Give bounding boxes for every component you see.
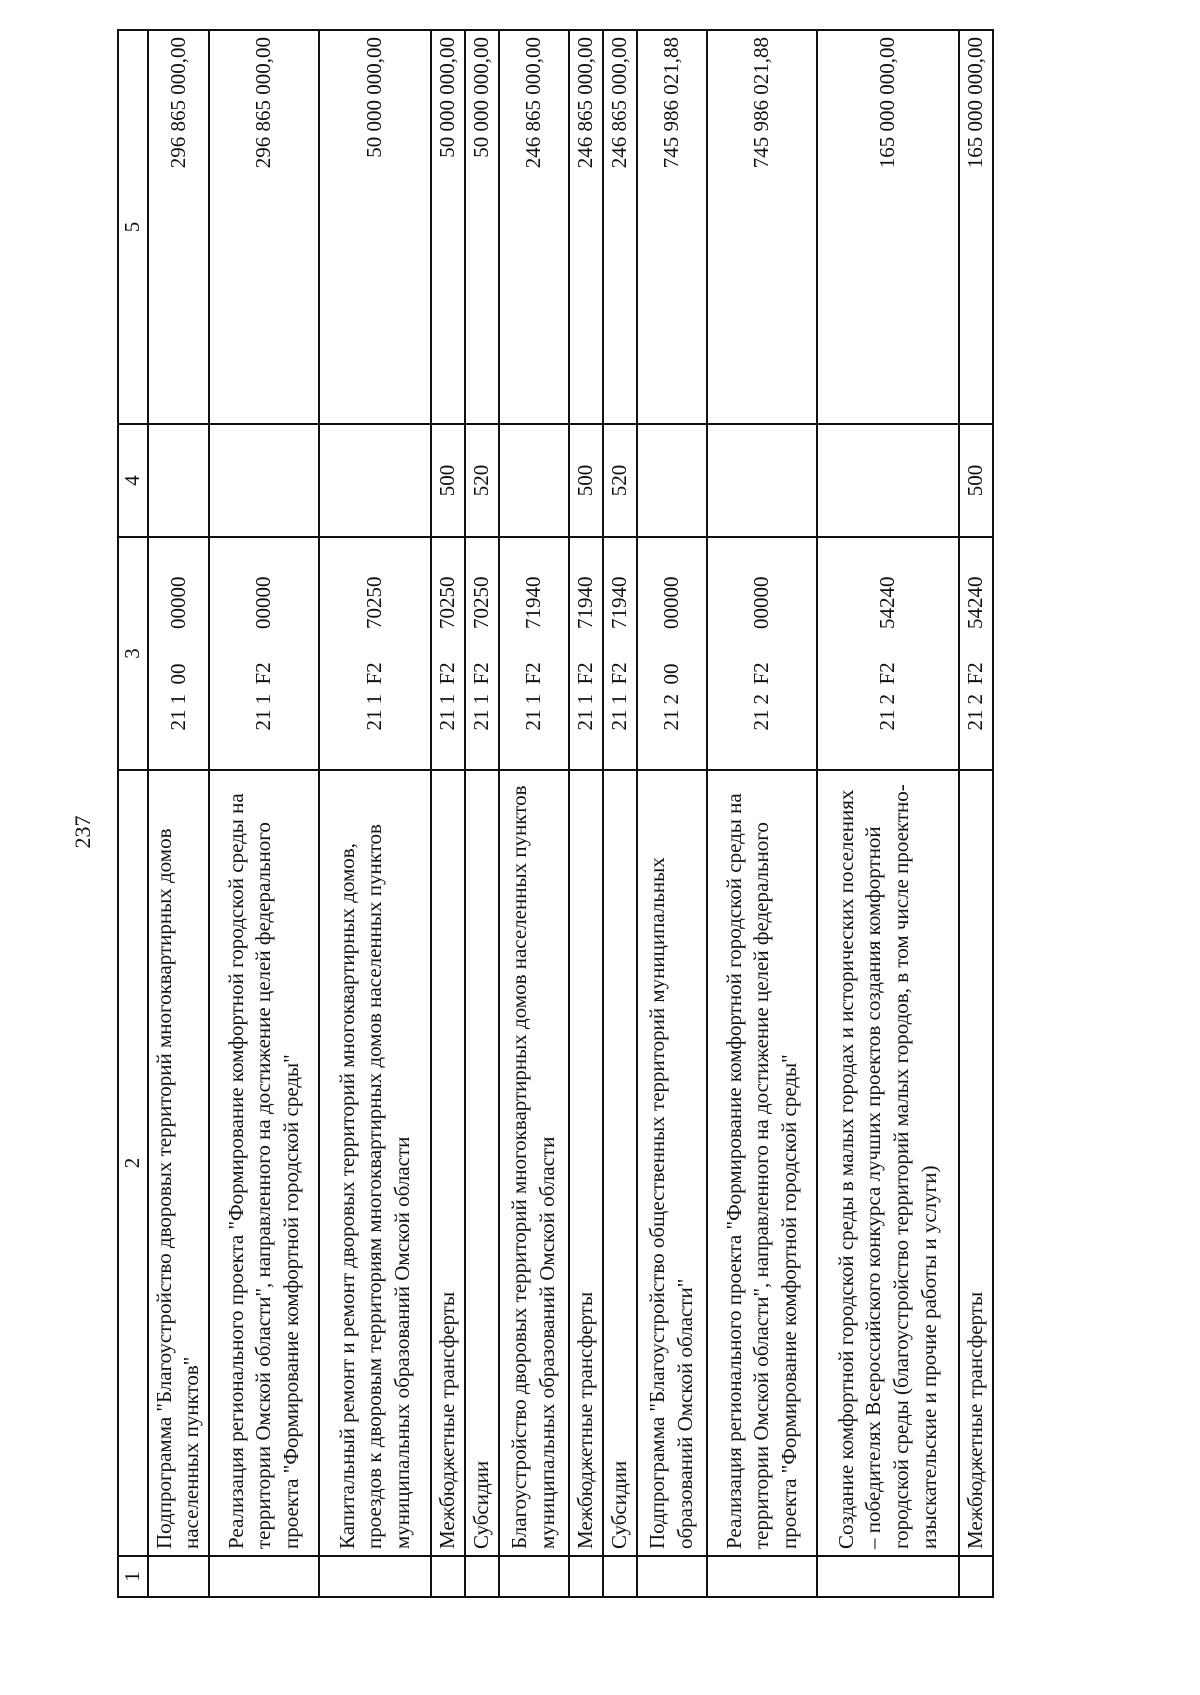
- amount-cell: 165 000 000,00: [959, 30, 993, 424]
- item-name-cell: Подпрограмма "Благоустройство общественных территорий муниципальных образований Омской области": [637, 770, 707, 1556]
- column-header-4: 4: [118, 424, 148, 537]
- code-part-1: 21: [749, 709, 774, 731]
- classification-code-cell: [817, 537, 959, 770]
- expense-type-cell: [707, 424, 817, 537]
- code-part-3: F2: [963, 662, 988, 685]
- header-row: [118, 30, 148, 1597]
- classification-code-cell: [319, 537, 431, 770]
- code-part-4: 71940: [521, 576, 546, 629]
- row-index-cell: [209, 1556, 319, 1597]
- code-part-2: 1: [165, 694, 190, 705]
- expense-type-cell: [817, 424, 959, 537]
- code-part-1: 21: [573, 709, 598, 731]
- code-part-1: 21: [607, 709, 632, 731]
- code-part-2: 1: [469, 694, 494, 705]
- code-part-2: 2: [875, 694, 900, 705]
- item-name-cell: Межбюджетные трансферты: [431, 770, 465, 1556]
- code-part-4: 00000: [251, 576, 276, 629]
- classification-code-cell: [603, 537, 637, 770]
- code-part-1: 21: [875, 709, 900, 731]
- code-part-4: 71940: [607, 576, 632, 629]
- amount-cell: 50 000 000,00: [319, 30, 431, 424]
- table-row: [603, 30, 637, 1597]
- code-part-3: F2: [749, 662, 774, 685]
- code-part-1: 21: [165, 709, 190, 731]
- code-part-1: 21: [963, 709, 988, 731]
- classification-code-cell: [209, 537, 319, 770]
- expense-type-cell: 500: [569, 424, 603, 537]
- code-part-4: 70250: [362, 576, 387, 629]
- classification-code-cell: [499, 537, 569, 770]
- table-row: [319, 30, 431, 1597]
- code-part-2: 2: [963, 694, 988, 705]
- code-part-2: 1: [435, 694, 460, 705]
- code-part-2: 2: [749, 694, 774, 705]
- code-part-4: 00000: [749, 576, 774, 629]
- table-row: [465, 30, 499, 1597]
- code-part-1: 21: [251, 709, 276, 731]
- row-index-cell: [319, 1556, 431, 1597]
- expense-type-cell: [148, 424, 209, 537]
- amount-cell: 745 986 021,88: [707, 30, 817, 424]
- item-name-cell: Реализация регионального проекта "Формирование комфортной городской среды на территории Омской области", направленного на достижение целей федерального проекта "Формирование комфортной городской среды": [707, 770, 817, 1556]
- expense-type-cell: [319, 424, 431, 537]
- code-part-4: 54240: [875, 576, 900, 629]
- row-index-cell: [569, 1556, 603, 1597]
- code-part-4: 00000: [659, 576, 684, 629]
- code-part-3: F2: [251, 662, 276, 685]
- amount-cell: 50 000 000,00: [431, 30, 465, 424]
- item-name-cell: Капитальный ремонт и ремонт дворовых территорий многоквартирных домов, проездов к дворовым территориям многоквартирных домов населенных пунктов муниципальных образований Омской области: [319, 770, 431, 1556]
- table-row: [637, 30, 707, 1597]
- amount-cell: 246 865 000,00: [603, 30, 637, 424]
- code-part-3: F2: [469, 662, 494, 685]
- code-part-3: 00: [659, 663, 684, 685]
- table-row: [707, 30, 817, 1597]
- amount-cell: 296 865 000,00: [148, 30, 209, 424]
- code-part-1: 21: [469, 709, 494, 731]
- page-number: 237: [70, 815, 95, 849]
- amount-cell: 246 865 000,00: [569, 30, 603, 424]
- code-part-2: 1: [573, 694, 598, 705]
- expense-type-cell: 520: [465, 424, 499, 537]
- code-part-4: 00000: [165, 576, 190, 629]
- row-index-cell: [817, 1556, 959, 1597]
- table-row: [959, 30, 993, 1597]
- code-part-1: 21: [435, 709, 460, 731]
- amount-cell: 50 000 000,00: [465, 30, 499, 424]
- code-part-2: 1: [521, 694, 546, 705]
- code-part-3: F2: [607, 662, 632, 685]
- row-index-cell: [431, 1556, 465, 1597]
- code-part-2: 1: [607, 694, 632, 705]
- item-name-cell: Межбюджетные трансферты: [959, 770, 993, 1556]
- code-part-1: 21: [521, 709, 546, 731]
- code-part-4: 70250: [469, 576, 494, 629]
- row-index-cell: [959, 1556, 993, 1597]
- item-name-cell: Реализация регионального проекта "Формирование комфортной городской среды на территории Омской области", направленного на достижение целей федерального проекта "Формирование комфортной городской среды": [209, 770, 319, 1556]
- classification-code-cell: [959, 537, 993, 770]
- code-part-1: 21: [659, 709, 684, 731]
- row-index-cell: [499, 1556, 569, 1597]
- table-row: [209, 30, 319, 1597]
- classification-code-cell: [569, 537, 603, 770]
- classification-code-cell: [707, 537, 817, 770]
- column-header-2: 2: [118, 770, 148, 1556]
- item-name-cell: Межбюджетные трансферты: [569, 770, 603, 1556]
- amount-cell: 246 865 000,00: [499, 30, 569, 424]
- expense-type-cell: [209, 424, 319, 537]
- item-name-cell: Подпрограмма "Благоустройство дворовых территорий многоквартирных домов населенных пунктов": [148, 770, 209, 1556]
- amount-cell: 296 865 000,00: [209, 30, 319, 424]
- column-header-5: 5: [118, 30, 148, 424]
- code-part-4: 54240: [963, 576, 988, 629]
- item-name-cell: Благоустройство дворовых территорий многоквартирных домов населенных пунктов муниципальных образований Омской области: [499, 770, 569, 1556]
- code-part-1: 21: [362, 709, 387, 731]
- classification-code-cell: [637, 537, 707, 770]
- item-name-cell: Создание комфортной городской среды в малых городах и исторических поселениях – победителях Всероссийского конкурса лучших проектов создания комфортной городской среды (благоустройство территорий малых городов, в том числе проектно-изыскательские и прочие работы и услуги): [817, 770, 959, 1556]
- expense-type-cell: 500: [959, 424, 993, 537]
- expense-type-cell: 500: [431, 424, 465, 537]
- budget-table: [117, 29, 994, 1598]
- column-header-3: 3: [118, 537, 148, 770]
- row-index-cell: [603, 1556, 637, 1597]
- expense-type-cell: [637, 424, 707, 537]
- code-part-4: 70250: [435, 576, 460, 629]
- row-index-cell: [637, 1556, 707, 1597]
- amount-cell: 165 000 000,00: [817, 30, 959, 424]
- code-part-3: F2: [362, 662, 387, 685]
- table-row: [148, 30, 209, 1597]
- classification-code-cell: [431, 537, 465, 770]
- classification-code-cell: [148, 537, 209, 770]
- row-index-cell: [707, 1556, 817, 1597]
- row-index-cell: [148, 1556, 209, 1597]
- amount-cell: 745 986 021,88: [637, 30, 707, 424]
- code-part-3: F2: [521, 662, 546, 685]
- code-part-2: 1: [251, 694, 276, 705]
- row-index-cell: [465, 1556, 499, 1597]
- table-row: [431, 30, 465, 1597]
- code-part-2: 2: [659, 694, 684, 705]
- code-part-3: F2: [875, 662, 900, 685]
- column-header-1: 1: [118, 1556, 148, 1597]
- table-row: [817, 30, 959, 1597]
- item-name-cell: Субсидии: [465, 770, 499, 1556]
- item-name-cell: Субсидии: [603, 770, 637, 1556]
- classification-code-cell: [465, 537, 499, 770]
- table-row: [499, 30, 569, 1597]
- code-part-2: 1: [362, 694, 387, 705]
- code-part-3: F2: [573, 662, 598, 685]
- code-part-3: 00: [165, 663, 190, 685]
- code-part-3: F2: [435, 662, 460, 685]
- expense-type-cell: 520: [603, 424, 637, 537]
- table-row: [569, 30, 603, 1597]
- expense-type-cell: [499, 424, 569, 537]
- code-part-4: 71940: [573, 576, 598, 629]
